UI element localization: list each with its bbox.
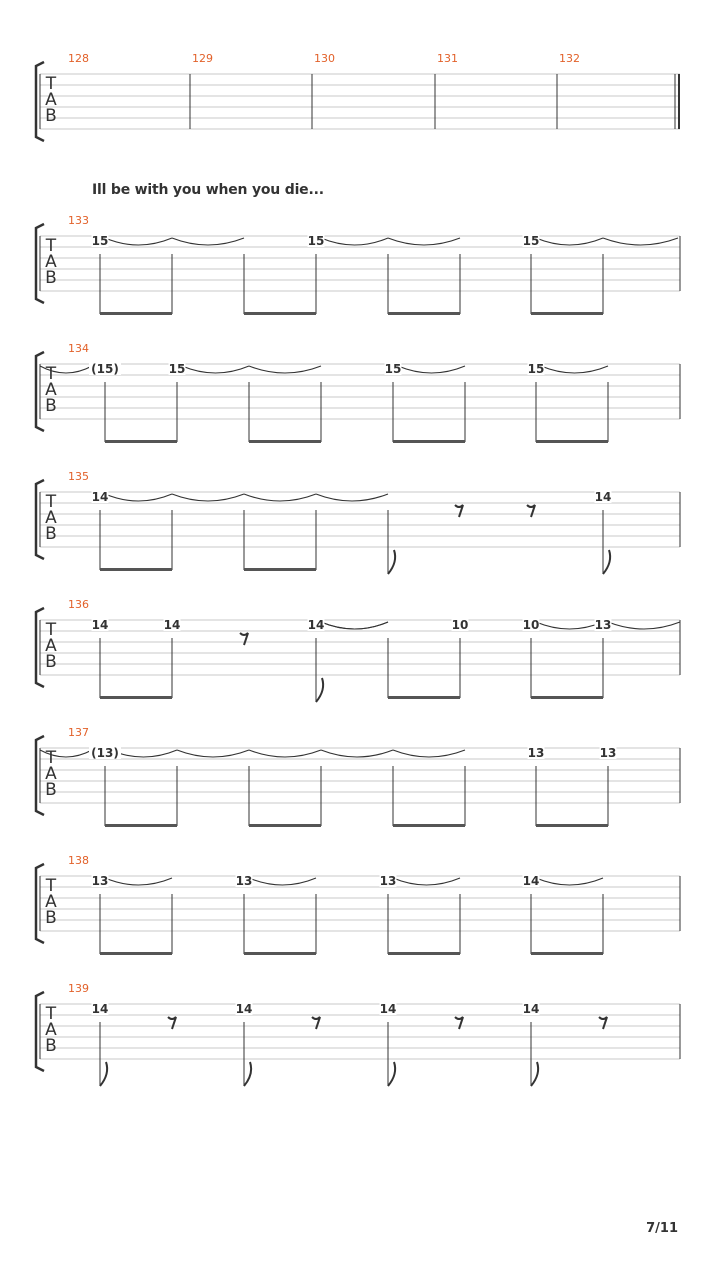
tie-arc: [536, 622, 603, 629]
tie-arc: [177, 750, 249, 757]
fret-number: 14: [594, 490, 612, 504]
tab-clef-letter: B: [45, 652, 57, 672]
tab-clef-letter: A: [45, 252, 57, 272]
fret-number: 13: [599, 746, 617, 760]
tab-clef-letter: T: [45, 74, 57, 94]
tab-clef-letter: A: [45, 1020, 57, 1040]
tab-clef-letter: B: [45, 908, 57, 928]
eighth-rest: [599, 1017, 607, 1029]
tab-clef-letter: B: [45, 780, 57, 800]
fret-number: 15: [384, 362, 402, 376]
note-flag: [388, 1062, 395, 1086]
tie-arc: [105, 494, 172, 501]
note-beam: [388, 696, 460, 699]
bar-number: 137: [68, 726, 89, 739]
fret-number: 14: [91, 618, 109, 632]
fret-number: 10: [451, 618, 469, 632]
bar-number: 134: [68, 342, 89, 355]
fret-number: 13: [379, 874, 397, 888]
eighth-rest: [455, 1017, 463, 1029]
tie-arc: [393, 750, 465, 757]
note-beam: [536, 824, 608, 827]
tab-clef-letter: T: [45, 492, 57, 512]
note-flag: [316, 678, 323, 702]
tie-arc: [105, 238, 172, 245]
fret-number: (15): [91, 362, 119, 376]
fret-number: 14: [379, 1002, 397, 1016]
fret-number: 14: [307, 618, 325, 632]
tie-arc: [541, 366, 608, 373]
note-beam: [244, 312, 316, 315]
note-flag: [100, 1062, 107, 1086]
tab-clef-letter: T: [45, 748, 57, 768]
tab-clef-letter: A: [45, 764, 57, 784]
note-beam: [244, 952, 316, 955]
note-beam: [100, 568, 172, 571]
tie-arc: [172, 494, 244, 501]
fret-number: 15: [307, 234, 325, 248]
tie-arc: [249, 366, 321, 373]
tie-arc: [321, 622, 388, 629]
fret-number: 15: [527, 362, 545, 376]
tie-arc: [182, 366, 249, 373]
note-beam: [531, 312, 603, 315]
tie-arc: [321, 238, 388, 245]
fret-number: 15: [168, 362, 186, 376]
note-beam: [536, 440, 608, 443]
eighth-rest: [168, 1017, 176, 1029]
fret-number: 14: [163, 618, 181, 632]
tie-arc: [321, 750, 393, 757]
tie-arc: [316, 494, 388, 501]
tab-clef-letter: A: [45, 636, 57, 656]
fret-number: 15: [522, 234, 540, 248]
tab-clef-letter: T: [45, 1004, 57, 1024]
note-flag: [531, 1062, 538, 1086]
note-beam: [531, 696, 603, 699]
tab-clef-letter: T: [45, 620, 57, 640]
tab-clef-letter: T: [45, 236, 57, 256]
tab-clef-letter: A: [45, 90, 57, 110]
bar-number: 138: [68, 854, 89, 867]
note-flag: [603, 550, 610, 574]
tab-clef-letter: B: [45, 268, 57, 288]
tie-arc: [398, 366, 465, 373]
tab-clef-letter: A: [45, 380, 57, 400]
fret-number: 14: [522, 1002, 540, 1016]
tab-clef-letter: T: [45, 364, 57, 384]
bar-number: 128: [68, 52, 89, 65]
bar-number: 131: [437, 52, 458, 65]
tie-arc: [244, 494, 316, 501]
tie-arc: [105, 878, 172, 885]
note-beam: [388, 312, 460, 315]
note-beam: [100, 312, 172, 315]
tie-arc: [249, 878, 316, 885]
bar-number: 133: [68, 214, 89, 227]
tab-clef-letter: B: [45, 1036, 57, 1056]
fret-number: (13): [91, 746, 119, 760]
tab-clef-letter: T: [45, 876, 57, 896]
tie-arc: [393, 878, 460, 885]
tab-clef-letter: B: [45, 524, 57, 544]
eighth-rest: [240, 633, 248, 645]
note-beam: [393, 440, 465, 443]
bar-number: 129: [192, 52, 213, 65]
note-flag: [388, 550, 395, 574]
lyric-text: Ill be with you when you die...: [92, 182, 324, 198]
bar-number: 130: [314, 52, 335, 65]
tab-clef-letter: B: [45, 396, 57, 416]
note-beam: [249, 440, 321, 443]
note-beam: [393, 824, 465, 827]
page-number: 7/11: [646, 1221, 678, 1236]
fret-number: 14: [91, 490, 109, 504]
tie-arc: [388, 238, 460, 245]
fret-number: 14: [522, 874, 540, 888]
note-beam: [244, 568, 316, 571]
tie-arc: [172, 238, 244, 245]
tab-clef-letter: A: [45, 508, 57, 528]
note-flag: [244, 1062, 251, 1086]
note-beam: [249, 824, 321, 827]
eighth-rest: [455, 505, 463, 517]
fret-number: 13: [91, 874, 109, 888]
bar-number: 139: [68, 982, 89, 995]
bar-number: 132: [559, 52, 580, 65]
tie-arc: [249, 750, 321, 757]
note-beam: [100, 696, 172, 699]
eighth-rest: [527, 505, 535, 517]
fret-number: 13: [527, 746, 545, 760]
tab-clef-letter: B: [45, 106, 57, 126]
fret-number: 13: [235, 874, 253, 888]
fret-number: 13: [594, 618, 612, 632]
note-beam: [105, 440, 177, 443]
eighth-rest: [312, 1017, 320, 1029]
note-beam: [105, 824, 177, 827]
tie-arc: [608, 622, 680, 629]
fret-number: 14: [235, 1002, 253, 1016]
bar-number: 135: [68, 470, 89, 483]
fret-number: 14: [91, 1002, 109, 1016]
tab-clef-letter: A: [45, 892, 57, 912]
note-beam: [531, 952, 603, 955]
note-beam: [388, 952, 460, 955]
tie-arc: [603, 238, 678, 245]
tie-arc: [536, 878, 603, 885]
note-beam: [100, 952, 172, 955]
tie-arc: [536, 238, 603, 245]
fret-number: 10: [522, 618, 540, 632]
bar-number: 136: [68, 598, 89, 611]
fret-number: 15: [91, 234, 109, 248]
